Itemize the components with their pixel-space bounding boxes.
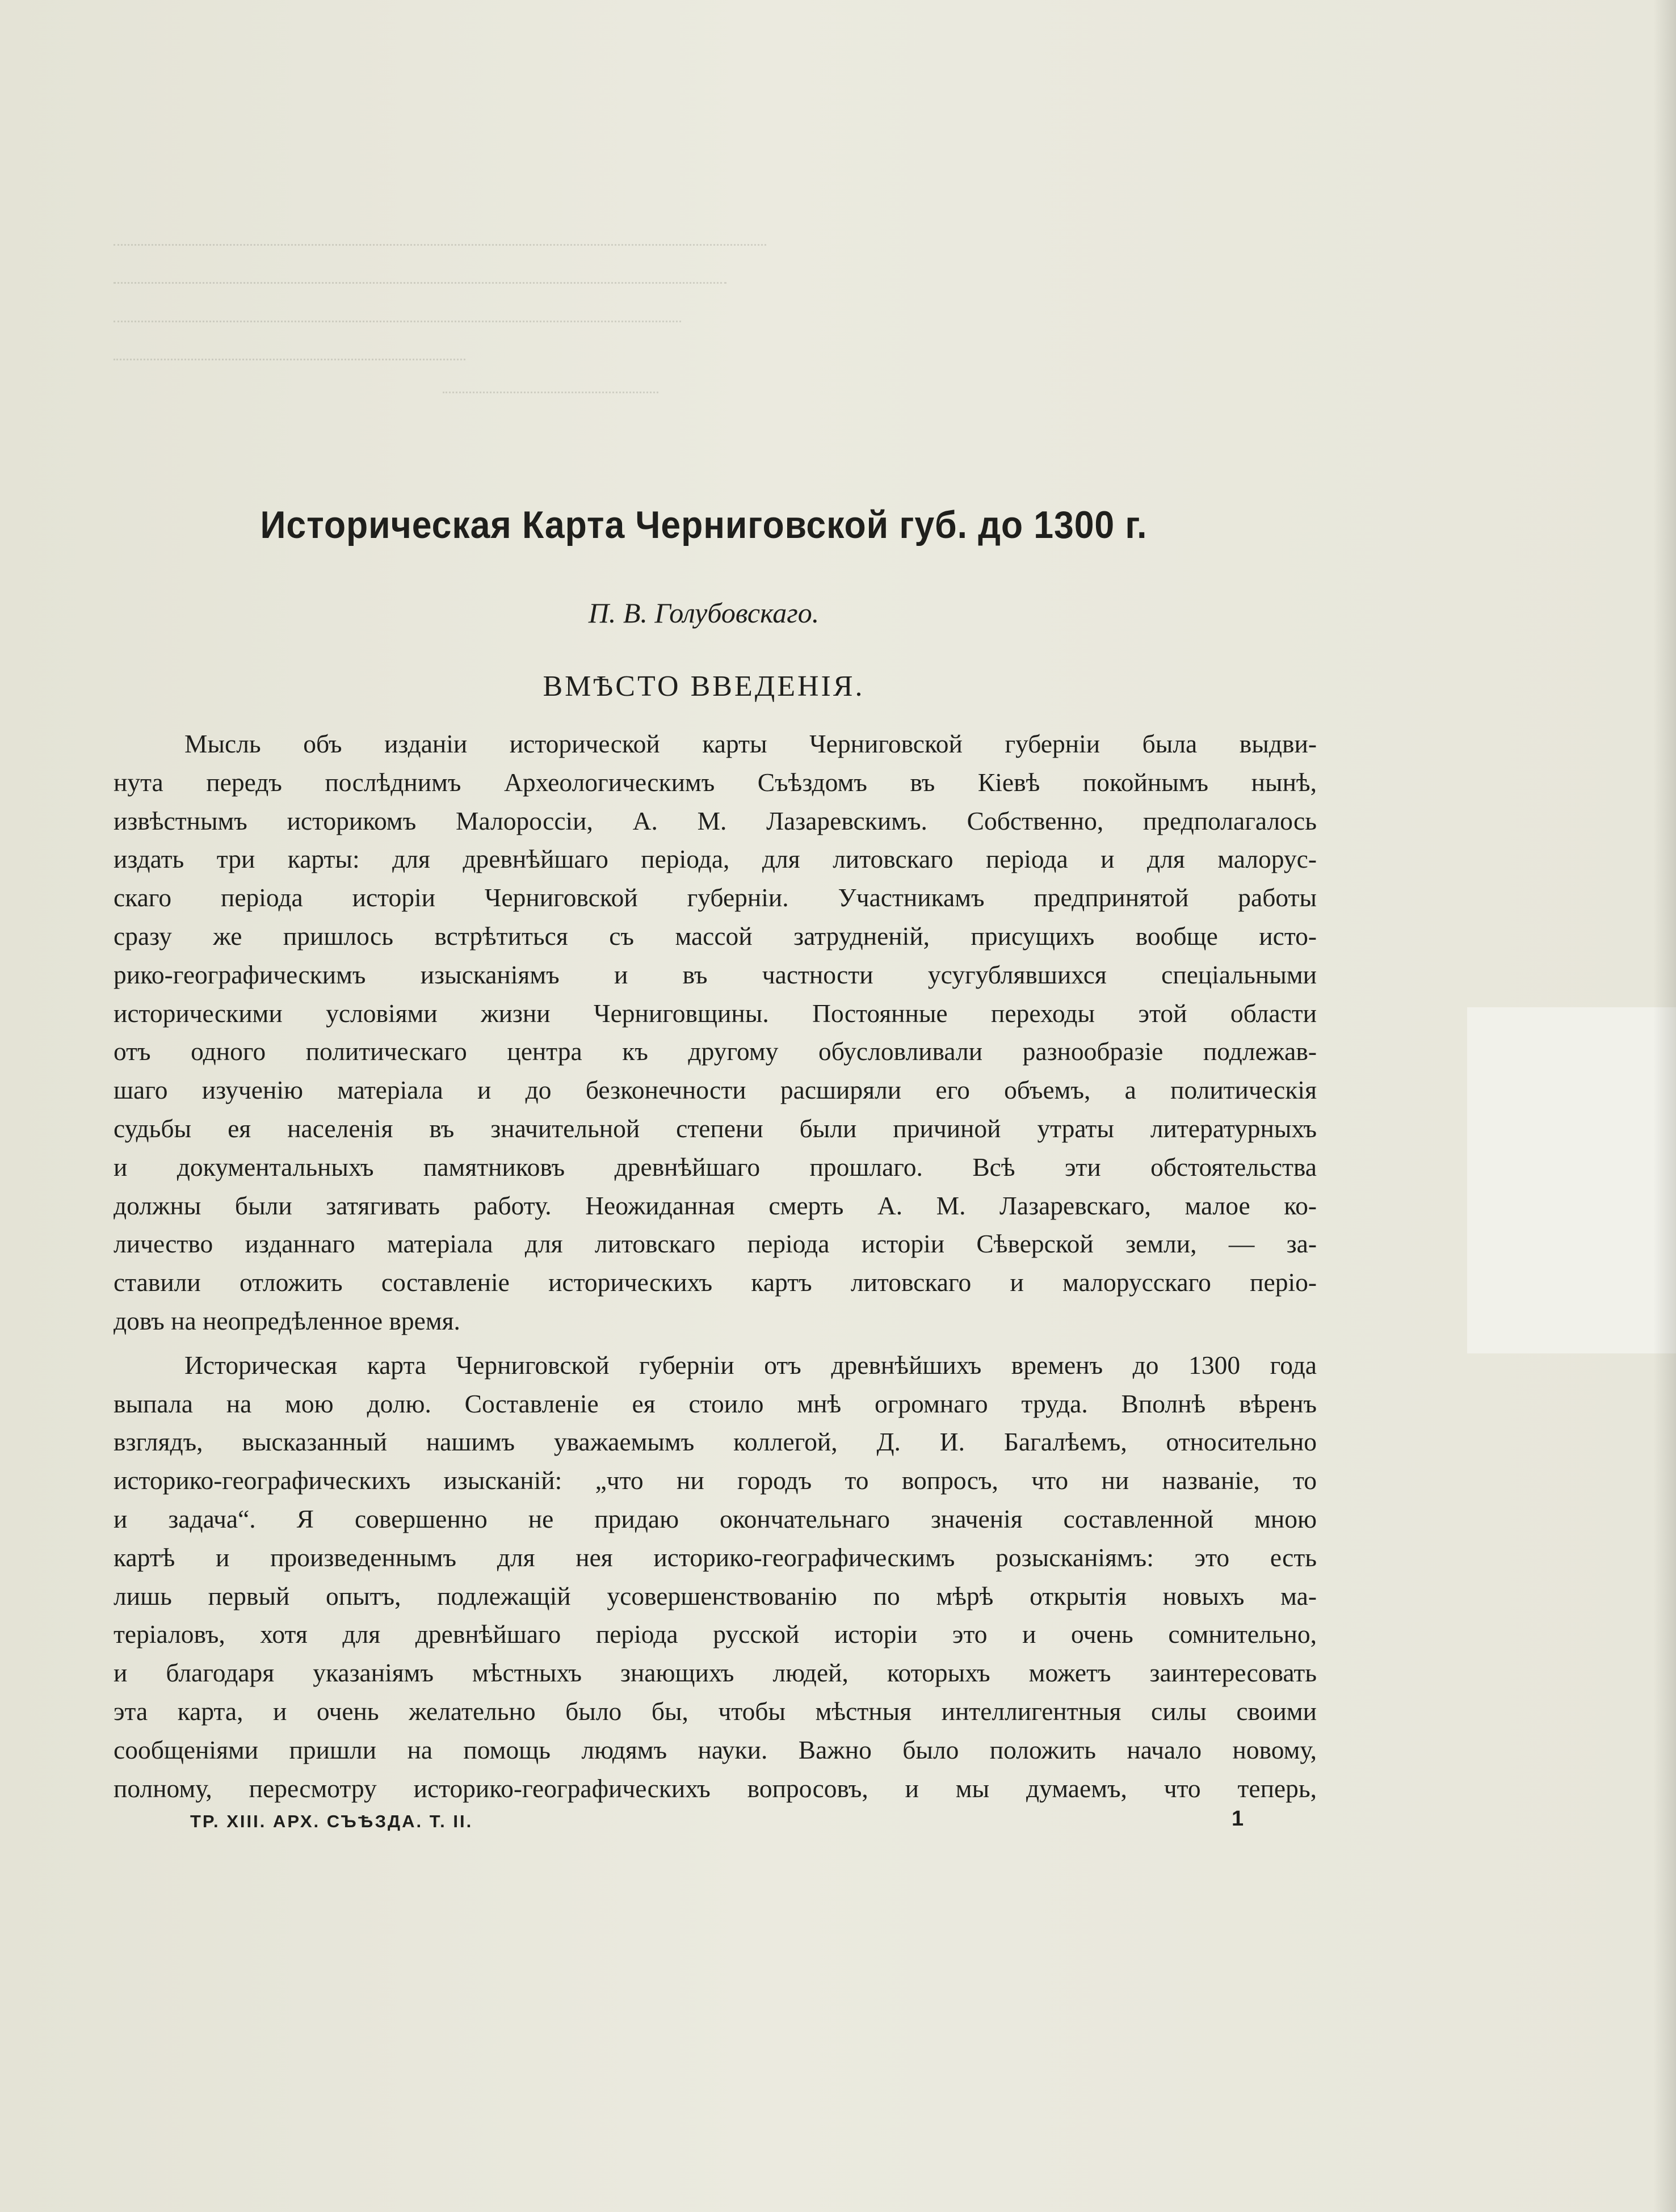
section-heading: ВМѢСТО ВВЕДЕНІЯ. <box>543 670 865 703</box>
text-line: выпала на мою долю. Составленіе ея стоило мнѣ огромнаго труда. Вполнѣ вѣренъ <box>114 1389 1317 1418</box>
bleed-through-line <box>114 359 465 365</box>
text-line: теріаловъ, хотя для древнѣйшаго періода русской исторіи это и очень сомнительно, <box>114 1620 1317 1649</box>
text-line: издать три карты: для древнѣйшаго періода, для литовскаго періода и для малорус- <box>114 844 1317 874</box>
bleed-through-line <box>114 282 726 288</box>
text-line: картѣ и произведеннымъ для нея историко-географическимъ розысканіямъ: это есть <box>114 1542 1317 1572</box>
bleed-through-line <box>114 244 766 250</box>
text-line: и документальныхъ памятниковъ древнѣйшаго прошлаго. Всѣ эти обстоятельства <box>114 1152 1317 1181</box>
paragraph-gap <box>114 1340 1317 1346</box>
page-number: 1 <box>1232 1807 1244 1831</box>
text-line: историческими условіями жизни Черниговщины. Постоянные переходы этой области <box>114 998 1317 1028</box>
author-line: П. В. Голубовскаго. <box>588 597 820 629</box>
text-line: взглядъ, высказанный нашимъ уважаемымъ коллегой, Д. И. Багалѣемъ, относительно <box>114 1427 1317 1457</box>
text-line: шаго изученію матеріала и до безконечности расширяли его объемъ, а политическія <box>114 1075 1317 1105</box>
text-line: лишь первый опытъ, подлежащій усовершенствованію по мѣрѣ открытія новыхъ ма- <box>114 1581 1317 1610</box>
text-line: должны были затягивать работу. Неожиданная смерть А. М. Лазаревскаго, малое ко- <box>114 1191 1317 1220</box>
page-title: Историческая Карта Черниговской губ. до 1300 г. <box>260 503 1148 546</box>
text-line: эта карта, и очень желательно было бы, чтобы мѣстныя интеллигентныя силы своими <box>114 1696 1317 1726</box>
paragraph <box>114 1346 1317 1808</box>
text-line: полному, пересмотру историко-географическихъ вопросовъ, и мы думаемъ, что теперь, <box>114 1773 1317 1803</box>
text-line: и задача“. Я совершенно не придаю окончательнаго значенія составленной мною <box>114 1504 1317 1533</box>
text-line: историко-географическихъ изысканій: „что ни городъ то вопросъ, что ни названіе, то <box>114 1466 1317 1495</box>
paragraph <box>114 725 1317 1340</box>
text-line: судьбы ея населенія въ значительной степени были причиной утраты литературныхъ <box>114 1113 1317 1143</box>
scan-light-patch <box>1467 1007 1676 1353</box>
text-line: довъ на неопредѣленное время. <box>114 1306 460 1335</box>
text-line: отъ одного политическаго центра къ другому обусловливали разнообразіе подлежав- <box>114 1037 1317 1066</box>
text-line: Историческая карта Черниговской губерніи отъ древнѣйшихъ временъ до 1300 года <box>184 1350 1317 1380</box>
text-line: нута передъ послѣднимъ Археологическимъ Съѣздомъ въ Кіевѣ покойнымъ нынѣ, <box>114 767 1317 797</box>
running-footer: ТР. XIII. АРХ. СЪѢЗДА. Т. II. <box>190 1811 473 1831</box>
text-line: Мысль объ изданіи исторической карты Черниговской губерніи была выдви- <box>184 729 1317 758</box>
text-line: сообщеніями пришли на помощь людямъ науки. Важно было положить начало новому, <box>114 1735 1317 1764</box>
page-edge-shadow <box>1653 0 1676 2212</box>
text-line: и благодаря указаніямъ мѣстныхъ знающихъ людей, которыхъ можетъ заинтересовать <box>114 1658 1317 1688</box>
text-line: рико-географическимъ изысканіямъ и въ частности усугублявшихся спеціальными <box>114 960 1317 989</box>
bleed-through-line <box>443 392 658 398</box>
text-line: извѣстнымъ историкомъ Малороссіи, А. М. Лазаревскимъ. Собственно, предполагалось <box>114 806 1317 835</box>
text-line: личество изданнаго матеріала для литовскаго періода исторіи Сѣверской земли, — за- <box>114 1229 1317 1259</box>
text-line: ставили отложить составленіе историческихъ картъ литовскаго и малорусскаго періо- <box>114 1268 1317 1297</box>
body-text <box>114 725 1317 1807</box>
bleed-through-line <box>114 321 681 327</box>
text-line: скаго періода исторіи Черниговской губерніи. Участникамъ предпринятой работы <box>114 883 1317 912</box>
text-line: сразу же пришлось встрѣтиться съ массой затрудненій, присущихъ вообще исто- <box>114 921 1317 951</box>
